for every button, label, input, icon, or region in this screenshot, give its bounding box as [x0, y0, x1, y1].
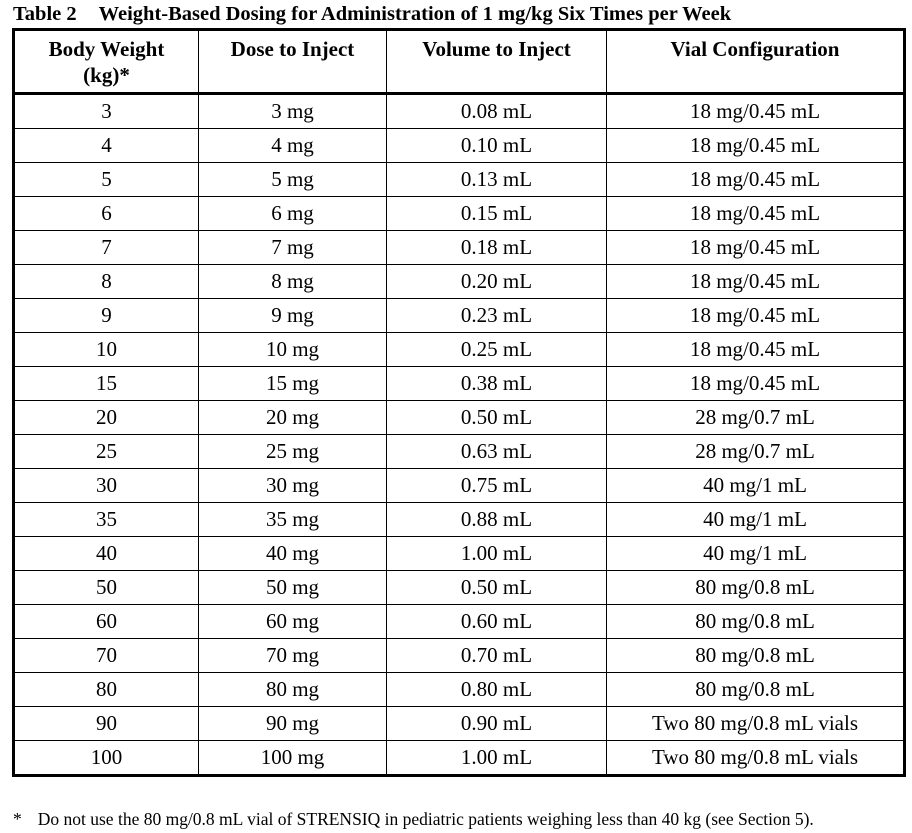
dosing-table: [12, 28, 906, 777]
cell-body-weight: 35: [14, 503, 199, 537]
cell-vial-config: 18 mg/0.45 mL: [607, 333, 905, 367]
header-dose: Dose to Inject: [199, 30, 387, 94]
table-row: [14, 163, 905, 197]
cell-volume: 0.90 mL: [387, 707, 607, 741]
cell-vial-config: 40 mg/1 mL: [607, 503, 905, 537]
header-vial-config: Vial Configuration: [607, 30, 905, 94]
cell-body-weight: 25: [14, 435, 199, 469]
cell-dose: 5 mg: [199, 163, 387, 197]
cell-dose: 100 mg: [199, 741, 387, 776]
cell-vial-config: 18 mg/0.45 mL: [607, 265, 905, 299]
table-row: [14, 299, 905, 333]
cell-body-weight: 15: [14, 367, 199, 401]
table-row: [14, 129, 905, 163]
cell-vial-config: 40 mg/1 mL: [607, 537, 905, 571]
header-row: [14, 30, 905, 94]
table-number: Table 2: [13, 3, 77, 25]
cell-dose: 60 mg: [199, 605, 387, 639]
table-row: [14, 435, 905, 469]
table-row: [14, 401, 905, 435]
table-row: [14, 639, 905, 673]
cell-volume: 1.00 mL: [387, 537, 607, 571]
footnote: [13, 808, 814, 830]
cell-body-weight: 3: [14, 94, 199, 129]
table-row: [14, 333, 905, 367]
cell-volume: 0.10 mL: [387, 129, 607, 163]
cell-body-weight: 90: [14, 707, 199, 741]
table-row: [14, 673, 905, 707]
cell-vial-config: Two 80 mg/0.8 mL vials: [607, 707, 905, 741]
cell-vial-config: 28 mg/0.7 mL: [607, 401, 905, 435]
table-row: [14, 741, 905, 776]
cell-dose: 3 mg: [199, 94, 387, 129]
cell-volume: 0.15 mL: [387, 197, 607, 231]
header-volume: Volume to Inject: [387, 30, 607, 94]
cell-volume: 0.25 mL: [387, 333, 607, 367]
cell-vial-config: 18 mg/0.45 mL: [607, 94, 905, 129]
cell-dose: 90 mg: [199, 707, 387, 741]
cell-dose: 8 mg: [199, 265, 387, 299]
cell-vial-config: 80 mg/0.8 mL: [607, 605, 905, 639]
cell-volume: 0.75 mL: [387, 469, 607, 503]
cell-dose: 20 mg: [199, 401, 387, 435]
cell-vial-config: 18 mg/0.45 mL: [607, 299, 905, 333]
table-row: [14, 503, 905, 537]
table-body: [14, 94, 905, 776]
cell-body-weight: 70: [14, 639, 199, 673]
cell-dose: 40 mg: [199, 537, 387, 571]
cell-volume: 0.08 mL: [387, 94, 607, 129]
table-title: [13, 2, 731, 26]
cell-dose: 35 mg: [199, 503, 387, 537]
cell-dose: 25 mg: [199, 435, 387, 469]
cell-vial-config: 80 mg/0.8 mL: [607, 571, 905, 605]
table-row: [14, 707, 905, 741]
cell-dose: 50 mg: [199, 571, 387, 605]
table-row: [14, 571, 905, 605]
cell-dose: 10 mg: [199, 333, 387, 367]
cell-vial-config: 18 mg/0.45 mL: [607, 129, 905, 163]
table-row: [14, 197, 905, 231]
table-row: [14, 231, 905, 265]
cell-volume: 0.13 mL: [387, 163, 607, 197]
cell-dose: 80 mg: [199, 673, 387, 707]
cell-volume: 0.50 mL: [387, 571, 607, 605]
cell-volume: 0.70 mL: [387, 639, 607, 673]
cell-body-weight: 80: [14, 673, 199, 707]
cell-body-weight: 8: [14, 265, 199, 299]
cell-vial-config: 80 mg/0.8 mL: [607, 673, 905, 707]
cell-volume: 0.63 mL: [387, 435, 607, 469]
cell-volume: 1.00 mL: [387, 741, 607, 776]
cell-body-weight: 9: [14, 299, 199, 333]
cell-volume: 0.80 mL: [387, 673, 607, 707]
cell-dose: 9 mg: [199, 299, 387, 333]
cell-volume: 0.50 mL: [387, 401, 607, 435]
cell-volume: 0.60 mL: [387, 605, 607, 639]
cell-body-weight: 6: [14, 197, 199, 231]
cell-body-weight: 60: [14, 605, 199, 639]
cell-volume: 0.88 mL: [387, 503, 607, 537]
cell-dose: 6 mg: [199, 197, 387, 231]
cell-volume: 0.23 mL: [387, 299, 607, 333]
table-caption: Weight-Based Dosing for Administration of 1 mg/kg Six Times per Week: [98, 3, 732, 25]
header-label: Body Weight (kg)*: [48, 37, 165, 87]
cell-body-weight: 4: [14, 129, 199, 163]
cell-vial-config: 18 mg/0.45 mL: [607, 367, 905, 401]
cell-body-weight: 20: [14, 401, 199, 435]
table-row: [14, 469, 905, 503]
table-row: [14, 367, 905, 401]
cell-body-weight: 5: [14, 163, 199, 197]
cell-vial-config: 18 mg/0.45 mL: [607, 163, 905, 197]
cell-dose: 7 mg: [199, 231, 387, 265]
table-row: [14, 265, 905, 299]
cell-volume: 0.38 mL: [387, 367, 607, 401]
table-row: [14, 537, 905, 571]
cell-vial-config: 28 mg/0.7 mL: [607, 435, 905, 469]
table-row: [14, 605, 905, 639]
cell-dose: 70 mg: [199, 639, 387, 673]
cell-dose: 15 mg: [199, 367, 387, 401]
cell-body-weight: 30: [14, 469, 199, 503]
cell-vial-config: 18 mg/0.45 mL: [607, 231, 905, 265]
cell-body-weight: 100: [14, 741, 199, 776]
cell-vial-config: 40 mg/1 mL: [607, 469, 905, 503]
footnote-marker: *: [13, 809, 22, 829]
cell-vial-config: 18 mg/0.45 mL: [607, 197, 905, 231]
cell-body-weight: 40: [14, 537, 199, 571]
cell-vial-config: Two 80 mg/0.8 mL vials: [607, 741, 905, 776]
header-body-weight: [14, 30, 199, 94]
cell-body-weight: 50: [14, 571, 199, 605]
cell-dose: 30 mg: [199, 469, 387, 503]
cell-vial-config: 80 mg/0.8 mL: [607, 639, 905, 673]
cell-dose: 4 mg: [199, 129, 387, 163]
footnote-text: Do not use the 80 mg/0.8 mL vial of STRENSIQ in pediatric patients weighing less than 40 kg (see Section 5).: [37, 809, 814, 829]
table-row: [14, 94, 905, 129]
cell-volume: 0.18 mL: [387, 231, 607, 265]
cell-body-weight: 7: [14, 231, 199, 265]
cell-volume: 0.20 mL: [387, 265, 607, 299]
cell-body-weight: 10: [14, 333, 199, 367]
